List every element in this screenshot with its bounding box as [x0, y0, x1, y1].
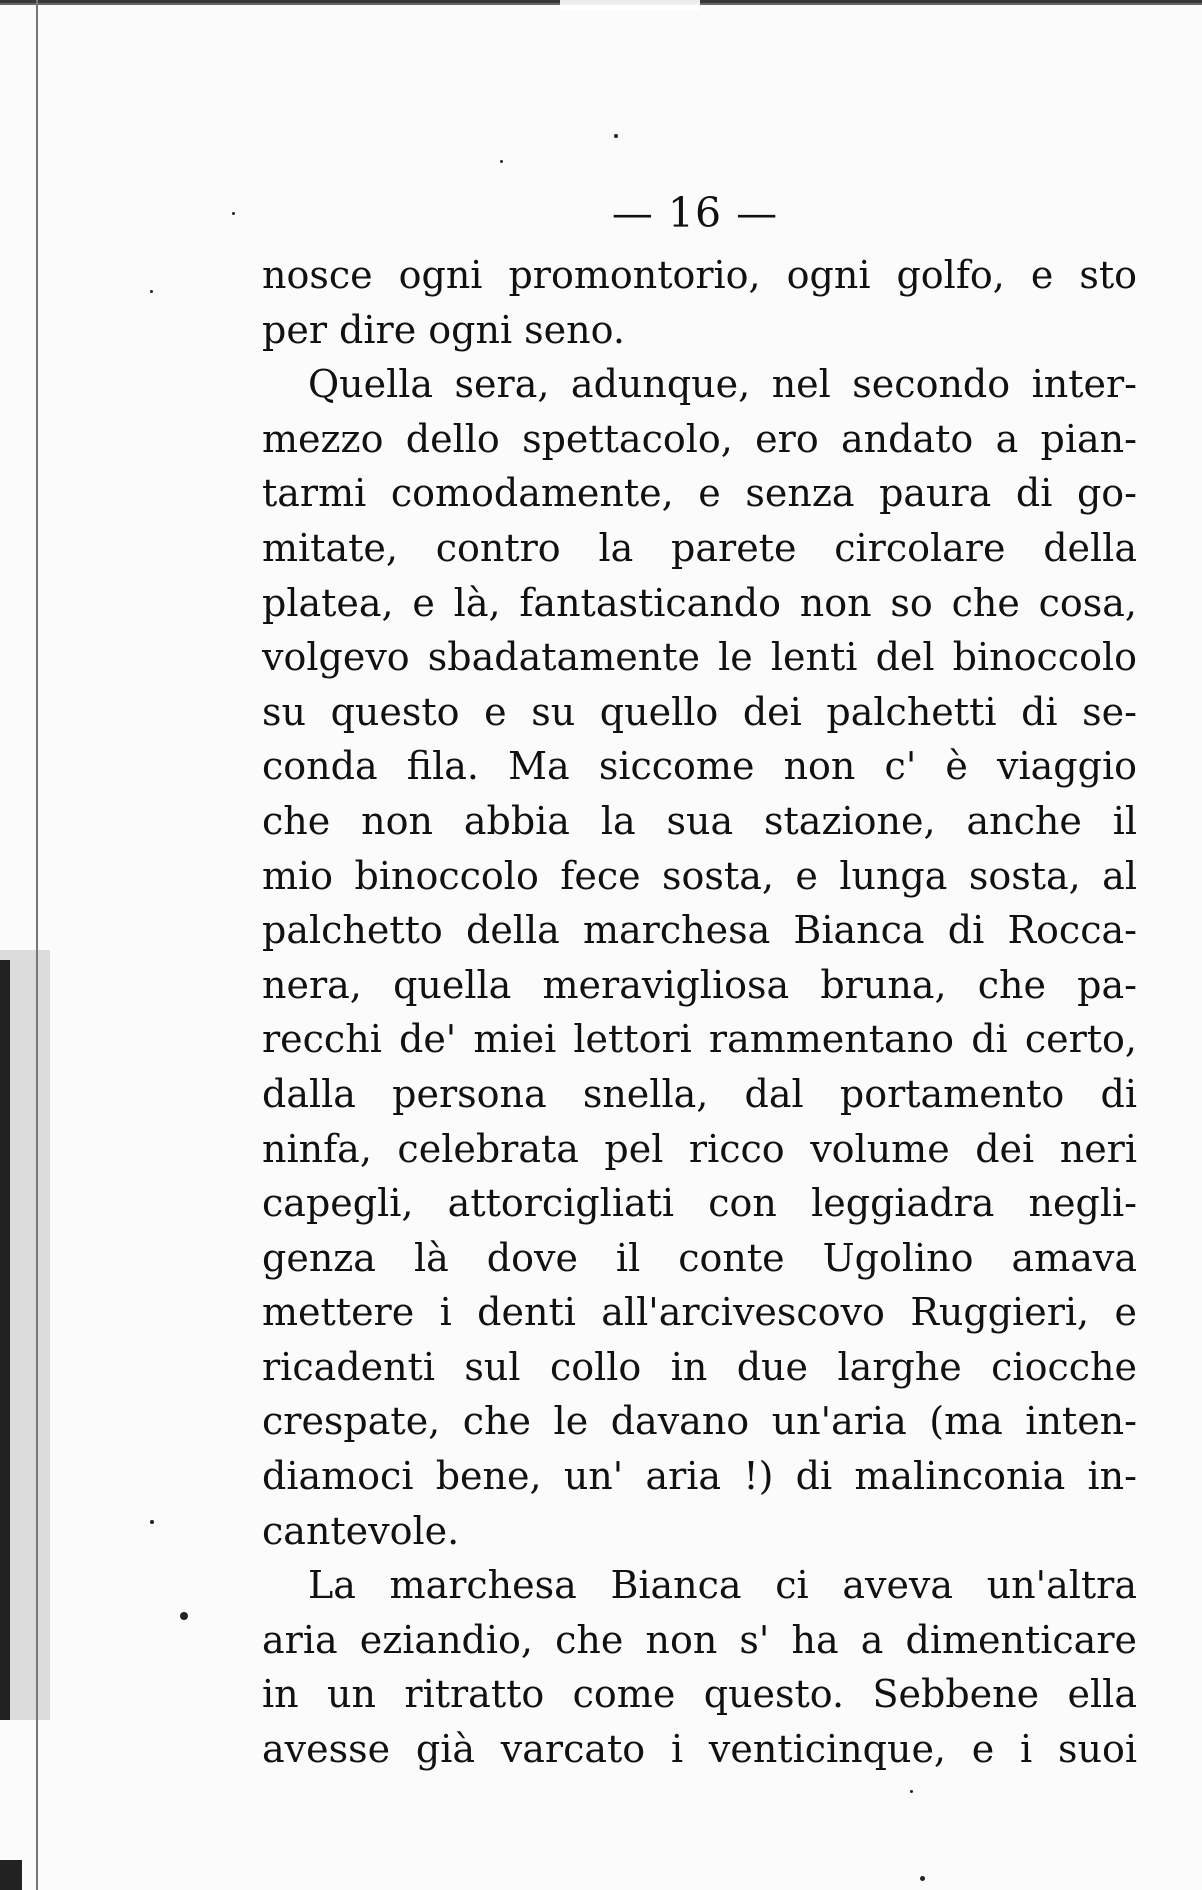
text-line: capegli, attorcigliati con leggiadra negli-: [262, 1181, 1137, 1226]
binding-shadow: [0, 1860, 22, 1890]
text-line: La marchesa Bianca ci aveva un'altra: [308, 1563, 1137, 1608]
text-line: palchetto della marchesa Bianca di Rocca-: [262, 908, 1137, 953]
ink-speck: [150, 290, 153, 293]
text-line: dalla persona snella, dal portamento di: [262, 1071, 1137, 1116]
text-line: mettere i denti all'arcivescovo Ruggieri, e: [262, 1290, 1137, 1335]
ink-speck: [500, 160, 503, 163]
text-line: tarmi comodamente, e senza paura di go-: [262, 471, 1137, 516]
text-line: nosce ogni promontorio, ogni golfo, e sto: [262, 253, 1137, 297]
ink-speck: [614, 134, 618, 138]
text-line: recchi de' miei lettori rammentano di certo,: [262, 1017, 1137, 1062]
body-text: [262, 248, 1137, 1777]
text-line: genza là dove il conte Ugolino amava: [262, 1235, 1137, 1280]
text-line: nera, quella meravigliosa bruna, che pa-: [262, 962, 1137, 1007]
text-line: avesse già varcato i venticinque, e i suoi: [262, 1727, 1137, 1772]
text-line: per dire ogni seno.: [262, 307, 625, 352]
text-line: mio binoccolo fece sosta, e lunga sosta, al: [262, 853, 1137, 898]
ink-speck: [232, 212, 235, 215]
text-line: aria eziandio, che non s' ha a dimenticare: [262, 1617, 1137, 1662]
binding-edge: [0, 0, 50, 1890]
text-line: in un ritratto come questo. Sebbene ella: [262, 1672, 1137, 1717]
text-line: volgevo sbadatamente le lenti del binoccolo: [262, 635, 1137, 680]
text-line: su questo e su quello dei palchetti di se-: [262, 689, 1137, 734]
text-line: ninfa, celebrata pel ricco volume dei neri: [262, 1126, 1137, 1171]
text-line: che non abbia la sua stazione, anche il: [262, 798, 1137, 843]
text-line: diamoci bene, un' aria !) di malinconia in-: [262, 1454, 1137, 1499]
text-line: platea, e là, fantasticando non so che cosa,: [262, 580, 1137, 625]
text-line: crespate, che le davano un'aria (ma inten-: [262, 1399, 1137, 1444]
ink-speck: [920, 1876, 925, 1881]
ink-speck: [180, 1612, 188, 1620]
top-scan-edge-gap: [560, 0, 700, 10]
text-line: ricadenti sul collo in due larghe ciocche: [262, 1344, 1137, 1389]
ink-speck: [150, 1520, 154, 1524]
text-line: Quella sera, adunque, nel secondo inter-: [308, 362, 1137, 407]
text-line: cantevole.: [262, 1508, 460, 1553]
text-line: mitate, contro la parete circolare della: [262, 525, 1137, 570]
text-line: mezzo dello spettacolo, ero andato a pian-: [262, 416, 1137, 461]
ink-speck: [910, 1790, 913, 1793]
binding-shadow: [0, 960, 10, 1720]
page-number: — 16 —: [611, 189, 779, 237]
text-line: conda fila. Ma siccome non c' è viaggio: [262, 744, 1137, 789]
